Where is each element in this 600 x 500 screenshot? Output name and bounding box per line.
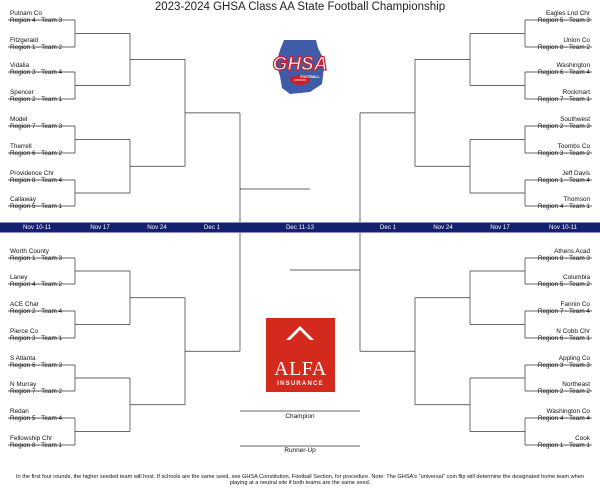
team-name: Model bbox=[10, 116, 28, 123]
team-entry bbox=[538, 116, 590, 131]
team-name: Appling Co bbox=[558, 355, 590, 362]
team-seed: Region 3 - Team 4 bbox=[10, 69, 63, 77]
team-entry bbox=[538, 170, 590, 185]
team-name: Thomson bbox=[563, 196, 590, 203]
team-seed: Region 6 - Team 4 bbox=[537, 69, 590, 77]
team-entry bbox=[538, 62, 590, 77]
team-name: Callaway bbox=[10, 196, 36, 203]
team-seed: Region 1 - Team 1 bbox=[537, 442, 590, 450]
team-entry bbox=[538, 248, 590, 263]
team-seed: Region 3 - Team 3 bbox=[537, 362, 590, 370]
team-entry bbox=[10, 355, 62, 370]
round-date-label: Nov 17 bbox=[90, 224, 110, 231]
team-name: Rockmart bbox=[562, 89, 590, 96]
team-name: ACE Char bbox=[10, 301, 39, 308]
team-name: N Murray bbox=[10, 381, 37, 388]
team-entry bbox=[538, 10, 590, 25]
team-name: Columbia bbox=[563, 274, 590, 281]
team-seed: Region 7 - Team 3 bbox=[10, 123, 63, 131]
team-seed: Region 8 - Team 4 bbox=[10, 177, 63, 185]
team-name: Redan bbox=[10, 408, 29, 415]
team-seed: Region 4 - Team 3 bbox=[10, 17, 63, 25]
team-seed: Region 2 - Team 3 bbox=[537, 123, 590, 131]
team-name: S Atlanta bbox=[10, 355, 36, 362]
team-name: Fannin Co bbox=[560, 301, 590, 308]
ghsa-logo bbox=[250, 38, 350, 101]
team-name: Spencer bbox=[10, 89, 34, 96]
round-date-label: Dec 11-13 bbox=[285, 224, 315, 231]
team-name: N Cobb Chr bbox=[556, 328, 590, 335]
team-seed: Region 4 - Team 1 bbox=[537, 203, 590, 211]
svg-text:FOOTBALL: FOOTBALL bbox=[300, 75, 320, 79]
team-entry bbox=[538, 143, 590, 158]
team-name: Putnam Co bbox=[10, 10, 42, 17]
team-entry bbox=[538, 274, 590, 289]
round-date-label: Nov 10-11 bbox=[548, 224, 578, 231]
team-name: Cook bbox=[575, 435, 590, 442]
team-name: Washington bbox=[556, 62, 590, 69]
alfa-insurance-logo bbox=[266, 318, 335, 392]
team-seed: Region 2 - Team 1 bbox=[10, 96, 63, 104]
team-entry bbox=[10, 170, 62, 185]
team-seed: Region 1 - Team 3 bbox=[10, 255, 63, 263]
team-seed: Region 7 - Team 2 bbox=[10, 388, 63, 396]
alfa-roof-icon bbox=[286, 326, 314, 340]
team-entry bbox=[10, 116, 62, 131]
team-name: Jeff Davis bbox=[562, 170, 590, 177]
alfa-wordmark: ALFA bbox=[274, 358, 327, 380]
champion-label: Champion bbox=[285, 413, 315, 420]
team-seed: Region 3 - Team 2 bbox=[537, 150, 590, 158]
team-seed: Region 5 - Team 1 bbox=[10, 203, 63, 211]
team-seed: Region 2 - Team 4 bbox=[10, 308, 63, 316]
team-seed: Region 6 - Team 2 bbox=[10, 150, 63, 158]
team-name: Southwest bbox=[560, 116, 590, 123]
svg-text:GHSA: GHSA bbox=[272, 54, 328, 75]
team-name: Union Co bbox=[563, 37, 590, 44]
team-seed: Region 5 - Team 2 bbox=[537, 281, 590, 289]
team-seed: Region 6 - Team 1 bbox=[537, 335, 590, 343]
team-name: Washington Co bbox=[546, 408, 590, 415]
team-seed: Region 3 - Team 1 bbox=[10, 335, 63, 343]
team-seed: Region 5 - Team 4 bbox=[10, 415, 63, 423]
page-title: 2023-2024 GHSA Class AA State Football Championship bbox=[154, 1, 446, 13]
team-entry bbox=[10, 89, 62, 104]
team-name: Athens Acad bbox=[554, 248, 590, 255]
team-entry bbox=[10, 408, 62, 423]
team-entry bbox=[10, 143, 62, 158]
team-name: Northeast bbox=[562, 381, 590, 388]
round-date-label: Nov 10-11 bbox=[22, 224, 52, 231]
insurance-wordmark: INSURANCE bbox=[277, 381, 324, 387]
team-seed: Region 8 - Team 1 bbox=[10, 442, 63, 450]
team-name: Fellowship Chr bbox=[10, 435, 53, 442]
team-seed: Region 1 - Team 2 bbox=[10, 44, 63, 52]
team-entry bbox=[538, 381, 590, 396]
team-entry bbox=[538, 435, 590, 450]
team-entry bbox=[10, 10, 62, 25]
round-date-label: Dec 1 bbox=[379, 224, 397, 231]
team-name: Eagles Lnd Chr bbox=[545, 10, 590, 17]
team-name: Toombs Co bbox=[557, 143, 590, 150]
team-entry bbox=[538, 196, 590, 211]
round-date-label: Nov 24 bbox=[433, 224, 453, 231]
team-entry bbox=[10, 196, 62, 211]
round-date-label: Dec 1 bbox=[203, 224, 221, 231]
team-entry bbox=[10, 248, 62, 263]
team-entry bbox=[538, 355, 590, 370]
team-entry bbox=[10, 435, 62, 450]
team-seed: Region 5 - Team 3 bbox=[537, 17, 590, 25]
team-entry bbox=[10, 62, 62, 77]
team-seed: Region 8 - Team 2 bbox=[537, 44, 590, 52]
team-name: Laney bbox=[10, 274, 28, 281]
team-entry bbox=[538, 37, 590, 52]
team-entry bbox=[538, 408, 590, 423]
team-seed: Region 4 - Team 4 bbox=[537, 415, 590, 423]
team-name: Therrell bbox=[10, 143, 32, 150]
team-seed: Region 4 - Team 2 bbox=[10, 281, 63, 289]
team-entry bbox=[538, 301, 590, 316]
team-entry bbox=[10, 381, 62, 396]
team-seed: Region 7 - Team 4 bbox=[537, 308, 590, 316]
round-date-label: Nov 17 bbox=[490, 224, 510, 231]
team-name: Pierce Co bbox=[10, 328, 39, 335]
team-seed: Region 8 - Team 3 bbox=[537, 255, 590, 263]
team-name: Fitzgerald bbox=[10, 37, 39, 44]
team-seed: Region 7 - Team 1 bbox=[537, 96, 590, 104]
round-date-bar bbox=[0, 222, 600, 233]
team-seed: Region 1 - Team 4 bbox=[537, 177, 590, 185]
team-entry bbox=[10, 274, 62, 289]
team-name: Worth County bbox=[10, 248, 49, 255]
footer-note: In the first four rounds, the higher seeded team will host. If schools are the same seed, see GHSA Constitution, Football Section, for procedure. Note: The GHSA's "universal" coin flip will determine the designated home team when playing at a neutral site if both teams are the same seed. bbox=[15, 474, 585, 487]
team-entry bbox=[10, 301, 62, 316]
team-seed: Region 2 - Team 2 bbox=[537, 388, 590, 396]
team-name: Vidalia bbox=[10, 62, 30, 69]
runner-up-label: Runner-Up bbox=[284, 447, 316, 454]
team-entry bbox=[10, 37, 62, 52]
team-name: Providence Chr bbox=[10, 170, 55, 177]
team-entry bbox=[10, 328, 62, 343]
team-entry bbox=[538, 89, 590, 104]
team-entry bbox=[538, 328, 590, 343]
round-date-label: Nov 24 bbox=[147, 224, 167, 231]
team-seed: Region 6 - Team 3 bbox=[10, 362, 63, 370]
